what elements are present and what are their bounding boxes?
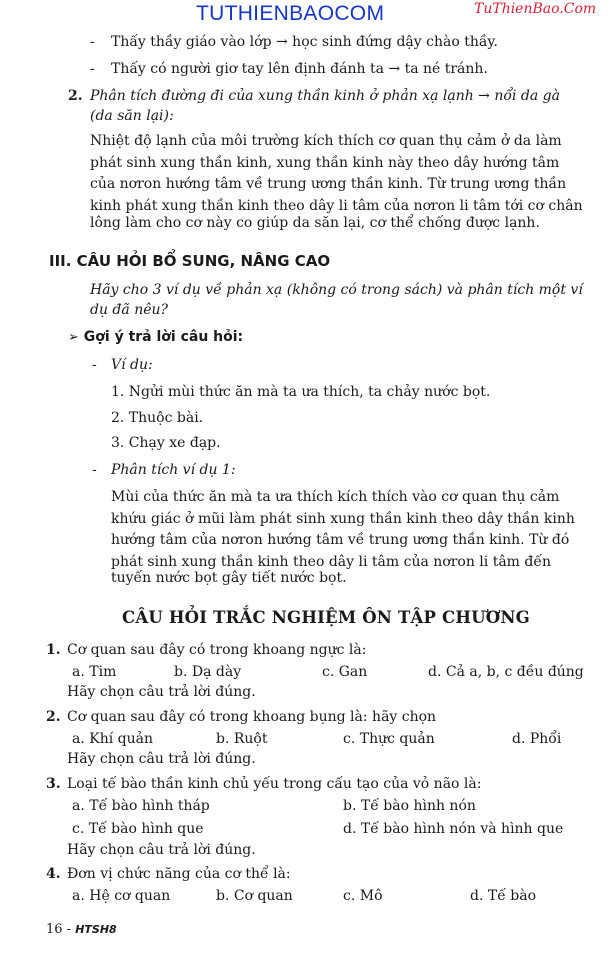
hint-heading xyxy=(68,327,243,348)
answer-option: d. Cả a, b, c đều đúng xyxy=(428,664,584,680)
paragraph-line: lông làm cho cơ này co giúp da săn lại, cơ thể chống được lạnh. xyxy=(90,215,540,231)
paragraph-line: hướng tâm của nơron hướng tâm về trung ương thần kinh. Từ đó xyxy=(111,532,570,548)
question-instruction: Hãy chọn câu trả lời đúng. xyxy=(67,684,256,700)
watermark-main: TUTHIENBAOCOM xyxy=(196,2,385,25)
answer-option: b. Ruột xyxy=(216,731,268,747)
arrow-bullet-icon: ➢ xyxy=(68,330,79,345)
answer-option: d. Tế bào xyxy=(470,888,537,904)
section-heading: III. CÂU HỎI BỔ SUNG, NÂNG CAO xyxy=(49,252,331,270)
example-item: 1. Ngửi mùi thức ăn mà ta ưa thích, ta chảy nước bọt. xyxy=(111,384,491,400)
question-number: 1. xyxy=(46,642,61,658)
question-instruction: Hãy chọn câu trả lời đúng. xyxy=(67,842,256,858)
answer-option: c. Tế bào hình que xyxy=(72,821,204,837)
answer-option: d. Phổi xyxy=(512,731,562,747)
question-text: Đơn vị chức năng của cơ thể là: xyxy=(67,866,291,882)
question-text: Loại tế bào thần kinh chủ yếu trong cấu tạo của vỏ não là: xyxy=(67,776,482,792)
paragraph-line: khứu giác ở mũi làm phát sinh xung thần kinh theo dây thần kinh xyxy=(111,511,575,527)
section-question: dụ đã nêu? xyxy=(90,302,169,318)
list-dash: - xyxy=(92,357,97,373)
watermark-script: TuThienBao.Com xyxy=(474,1,597,17)
paragraph-line: kinh phát xung thần kinh theo dây li tâm của nơron li tâm tới cơ chân xyxy=(90,198,583,214)
example-item: 3. Chạy xe đạp. xyxy=(111,435,221,451)
answer-option: b. Cơ quan xyxy=(216,888,293,904)
question-text: Cơ quan sau đây có trong khoang ngực là: xyxy=(67,642,367,658)
paragraph-line: phát sinh xung thần kinh theo dây li tâm của nơron li tâm đến xyxy=(111,554,551,570)
question-title: Phân tích đường đi của xung thần kinh ở phản xạ lạnh → nổi da gà xyxy=(90,88,560,104)
answer-option: c. Mô xyxy=(343,888,383,904)
question-number: 4. xyxy=(46,866,61,882)
answer-option: a. Khí quản xyxy=(72,731,153,747)
list-item: Thấy thầy giáo vào lớp → học sinh đứng dậy chào thầy. xyxy=(111,34,498,50)
list-dash: - xyxy=(92,462,97,478)
paragraph-line: tuyến nước bọt gây tiết nước bọt. xyxy=(111,570,347,586)
examples-label: Ví dụ: xyxy=(111,357,153,373)
hint-heading-text: Gợi ý trả lời câu hỏi: xyxy=(83,329,244,345)
question-instruction: Hãy chọn câu trả lời đúng. xyxy=(67,751,256,767)
paragraph-line: Mùi của thức ăn mà ta ưa thích kích thích vào cơ quan thụ cảm xyxy=(111,489,560,505)
section-question: Hãy cho 3 ví dụ về phản xạ (không có trong sách) và phân tích một ví xyxy=(90,282,583,298)
answer-option: d. Tế bào hình nón và hình que xyxy=(343,821,564,837)
question-text: Cơ quan sau đây có trong khoang bụng là: hãy chọn xyxy=(67,709,437,725)
question-title: (da săn lại): xyxy=(90,108,174,124)
question-number: 2. xyxy=(68,88,83,104)
analysis-label: Phân tích ví dụ 1: xyxy=(111,462,236,478)
question-number: 2. xyxy=(46,709,61,725)
example-item: 2. Thuộc bài. xyxy=(111,410,204,426)
list-item: Thấy có người giơ tay lên định đánh ta → ta né tránh. xyxy=(111,61,488,77)
quiz-heading: CÂU HỎI TRẮC NGHIỆM ÔN TẬP CHƯƠNG xyxy=(122,608,530,627)
page-number: 16 - xyxy=(46,922,72,937)
answer-option: b. Tế bào hình nón xyxy=(343,798,476,814)
answer-option: c. Thực quản xyxy=(343,731,435,747)
page-footer xyxy=(46,922,117,937)
answer-option: a. Tế bào hình tháp xyxy=(72,798,210,814)
paragraph-line: phát sinh xung thần kinh, xung thần kinh này theo dây hướng tâm xyxy=(90,155,560,171)
list-dash: - xyxy=(90,34,95,50)
answer-option: c. Gan xyxy=(322,664,368,680)
answer-option: b. Dạ dày xyxy=(174,664,242,680)
paragraph-line: của nơron hướng tâm về trung ương thần kinh. Từ trung ương thần xyxy=(90,176,567,192)
paragraph-line: Nhiệt độ lạnh của môi trường kích thích cơ quan thụ cảm ở da làm xyxy=(90,133,562,149)
list-dash: - xyxy=(90,61,95,77)
answer-option: a. Hệ cơ quan xyxy=(72,888,171,904)
book-code: HTSH8 xyxy=(75,923,117,936)
question-number: 3. xyxy=(46,776,61,792)
answer-option: a. Tim xyxy=(72,664,117,680)
